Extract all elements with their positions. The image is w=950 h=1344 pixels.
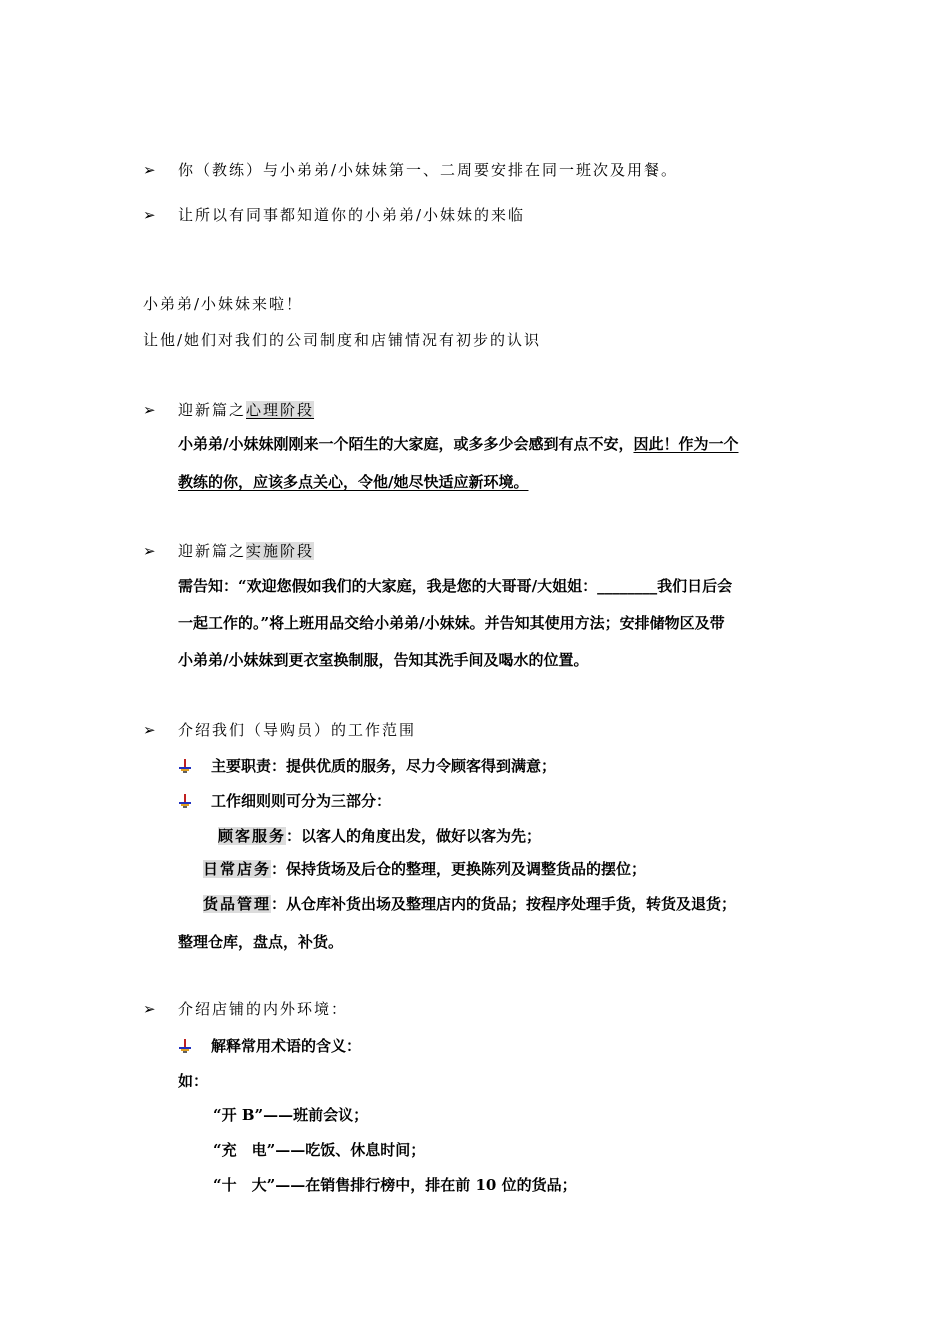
- arrow-bullet-icon: ➢: [143, 401, 156, 419]
- impl-paragraph-line-2: 一起工作的。”将上班用品交给小弟弟/小妹妹。并告知其使用方法；安排储物区及带: [178, 614, 725, 632]
- scope-sub-goods-management: [203, 894, 736, 914]
- arrow-bullet-icon: ➢: [143, 1000, 156, 1018]
- env-example-label: 如：: [178, 1072, 209, 1090]
- arrow-bullet-icon: ➢: [143, 161, 156, 179]
- term-item: “开 B”——班前会议；: [213, 1106, 369, 1124]
- psych-p1-text: 小弟弟/小妹妹刚刚来一个陌生的大家庭，或多多少会感到有点不安，: [178, 435, 634, 453]
- customer-service-label: 顾客服务: [218, 827, 287, 845]
- daily-store-text: ：保持货场及后仓的整理，更换陈列及调整货品的摆位；: [271, 860, 647, 878]
- psych-p1-underlined: 因此！作为一个: [633, 435, 739, 453]
- customer-service-text: ：以客人的角度出发，做好以客为先；: [286, 827, 542, 845]
- psych-paragraph-line-2: 教练的你，应该多点关心，令他/她尽快适应新环境。: [178, 473, 529, 491]
- scope-sub-daily-store: [203, 859, 646, 879]
- flag-bullet-icon: [178, 1038, 192, 1054]
- arrival-heading: 小弟弟/小妹妹来啦！: [143, 295, 304, 313]
- env-item-1: 解释常用术语的含义：: [211, 1037, 362, 1055]
- impl-title-highlight: 实施阶段: [246, 542, 315, 560]
- arrow-bullet-icon: ➢: [143, 542, 156, 560]
- impl-p1-text: 需告知：“欢迎您假如我们的大家庭，我是您的大哥哥/大姐姐：: [178, 577, 598, 595]
- flag-bullet-icon: [178, 758, 192, 774]
- psych-title-prefix: 迎新篇之: [178, 401, 247, 419]
- term-item: “充 电”——吃饭、休息时间；: [213, 1141, 426, 1159]
- flag-bullet-icon: [178, 793, 192, 809]
- psych-section-title: [178, 400, 314, 420]
- impl-paragraph-line-1: [178, 576, 732, 596]
- scope-item-2: 工作细则则可分为三部分：: [211, 792, 392, 810]
- impl-p1-text-end: 我们日后会: [657, 577, 733, 595]
- arrival-subheading: 让他/她们对我们的公司制度和店铺情况有初步的认识: [143, 331, 542, 349]
- goods-management-text: ：从仓库补货出场及整理店内的货品；按程序处理手货，转货及退货；: [271, 895, 737, 913]
- psych-paragraph-line-1: [178, 434, 739, 454]
- term-item: “十 大”——在销售排行榜中，排在前 10 位的货品；: [213, 1176, 577, 1194]
- psych-title-highlight: 心理阶段: [246, 401, 315, 419]
- impl-section-title: [178, 541, 314, 561]
- intro-line-1: 你（教练）与小弟弟/小妹妹第一、二周要安排在同一班次及用餐。: [178, 161, 679, 179]
- goods-management-continued: 整理仓库，盘点，补货。: [178, 933, 344, 951]
- arrow-bullet-icon: ➢: [143, 721, 156, 739]
- daily-store-label: 日常店务: [203, 860, 272, 878]
- arrow-bullet-icon: ➢: [143, 206, 156, 224]
- impl-p1-blank: ________: [597, 577, 658, 595]
- impl-title-prefix: 迎新篇之: [178, 542, 247, 560]
- goods-management-label: 货品管理: [203, 895, 272, 913]
- impl-paragraph-line-3: 小弟弟/小妹妹到更衣室换制服，告知其洗手间及喝水的位置。: [178, 651, 589, 669]
- scope-item-1: 主要职责：提供优质的服务，尽力令顾客得到满意；: [211, 757, 557, 775]
- scope-sub-customer-service: [218, 826, 541, 846]
- intro-line-2: 让所以有同事都知道你的小弟弟/小妹妹的来临: [178, 206, 526, 224]
- env-section-title: 介绍店铺的内外环境：: [178, 1000, 349, 1018]
- scope-section-title: 介绍我们（导购员）的工作范围: [178, 721, 417, 739]
